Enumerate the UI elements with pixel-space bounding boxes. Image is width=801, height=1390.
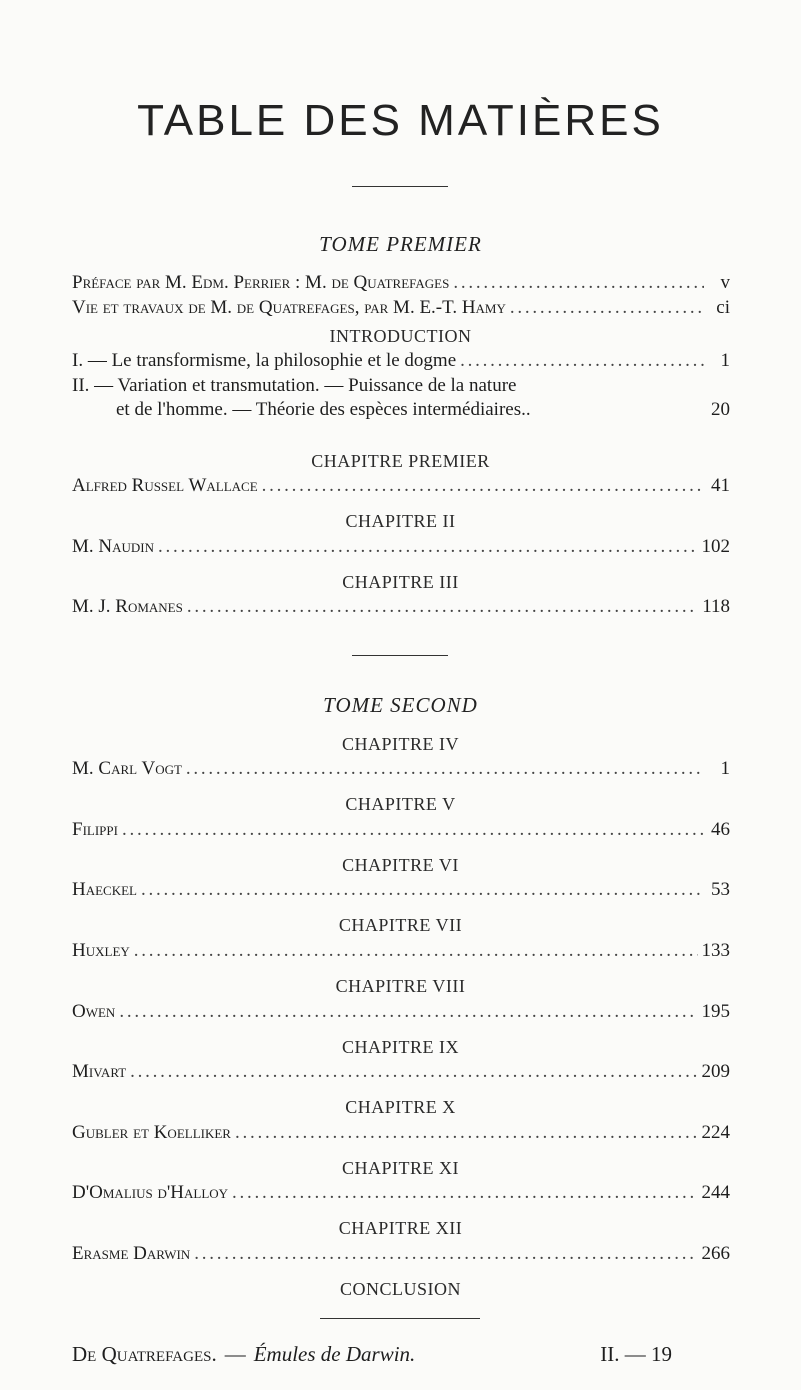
toc-entry-chapter-11[interactable] <box>72 1182 730 1206</box>
footer-dash: — <box>224 1342 246 1366</box>
toc-entry-label: M. J. Romanes <box>72 596 183 617</box>
toc-entry-page: 41 <box>711 475 730 496</box>
leader-dots <box>262 475 704 497</box>
leader-dots <box>194 1243 697 1265</box>
leader-dots <box>130 1061 697 1083</box>
chapter-heading: CHAPITRE V <box>345 794 456 814</box>
chapter-heading: CHAPITRE XII <box>338 1218 463 1238</box>
toc-entry-chapter-5[interactable] <box>72 819 730 843</box>
toc-entry-label: Alfred Russel Wallace <box>72 475 258 496</box>
leader-dots <box>141 879 704 901</box>
toc-entry-page: 53 <box>711 879 730 900</box>
toc-entry-label: Haeckel <box>72 879 137 900</box>
toc-entry-chapter-2[interactable] <box>72 536 730 560</box>
title-rule <box>352 186 448 187</box>
toc-entry-page: 195 <box>701 1001 730 1022</box>
toc-entry-label: Vie et travaux de M. de Quatrefages, par M. E.-T. Hamy <box>72 297 506 318</box>
toc-entry-page: 266 <box>701 1243 730 1264</box>
toc-entry-page: 1 <box>720 350 730 371</box>
toc-entry-page: v <box>720 272 730 293</box>
introduction-heading: INTRODUCTION <box>329 326 472 346</box>
tome-1-heading: TOME PREMIER <box>319 232 482 256</box>
leader-dots <box>460 350 704 372</box>
chapter-heading: CHAPITRE III <box>342 572 459 592</box>
section-rule <box>352 655 448 656</box>
toc-entry-label: M. Naudin <box>72 536 154 557</box>
toc-entry-page: 1 <box>720 758 730 779</box>
toc-entry-page: 224 <box>701 1122 730 1143</box>
toc-entry-page: 209 <box>701 1061 730 1082</box>
footer-author: De Quatrefages. <box>72 1342 217 1366</box>
toc-entry-page: ci <box>716 297 730 318</box>
toc-entry-vie[interactable] <box>72 297 730 321</box>
conclusion-heading[interactable]: CONCLUSION <box>339 1279 461 1299</box>
toc-entry-label: Owen <box>72 1001 116 1022</box>
toc-entry-label: I. — Le transformisme, la philosophie et le dogme <box>72 350 457 371</box>
chapter-heading: CHAPITRE VIII <box>335 976 466 996</box>
chapter-heading: CHAPITRE VII <box>338 915 463 935</box>
toc-entry-chapter-12[interactable] <box>72 1243 730 1267</box>
toc-entry-chapter-4[interactable] <box>72 758 730 782</box>
toc-entry-label: Filippi <box>72 819 118 840</box>
footer-signature: II. — 19 <box>600 1342 672 1366</box>
toc-entry-chapter-9[interactable] <box>72 1061 730 1085</box>
chapter-heading: CHAPITRE IV <box>342 734 459 754</box>
page-footer <box>72 1342 732 1367</box>
toc-entry-label: Huxley <box>72 940 130 961</box>
chapter-heading: CHAPITRE XI <box>342 1158 459 1178</box>
leader-dots <box>232 1182 697 1204</box>
toc-entry-label: M. Carl Vogt <box>72 758 182 779</box>
toc-entry-page: 244 <box>701 1182 730 1203</box>
toc-entry-chapter-8[interactable] <box>72 1001 730 1025</box>
toc-entry-chapter-10[interactable] <box>72 1122 730 1146</box>
footer-work-title: Émules de Darwin. <box>253 1342 416 1366</box>
chapter-heading: CHAPITRE II <box>345 511 456 531</box>
page-title: TABLE DES MATIÈRES <box>137 96 664 145</box>
leader-dots <box>453 272 704 294</box>
toc-entry-chapter-6[interactable] <box>72 879 730 903</box>
toc-entry-preface[interactable] <box>72 272 730 296</box>
leader-dots <box>134 940 698 962</box>
toc-entry-page: 46 <box>711 819 730 840</box>
toc-entry-chapter-7[interactable] <box>72 940 730 964</box>
leader-dots <box>187 596 698 618</box>
chapter-heading: CHAPITRE IX <box>342 1037 459 1057</box>
leader-dots <box>186 758 704 780</box>
chapter-heading: CHAPITRE PREMIER <box>311 451 490 471</box>
toc-entry-chapter-3[interactable] <box>72 596 730 620</box>
toc-entry-label: Mivart <box>72 1061 127 1082</box>
leader-dots <box>119 1001 697 1023</box>
footer-rule <box>320 1318 480 1319</box>
toc-entry-page: 20 <box>711 399 730 420</box>
toc-entry-chapter-1[interactable] <box>72 475 730 499</box>
toc-entry-page: 133 <box>701 940 730 961</box>
leader-dots <box>510 297 704 319</box>
toc-entry-label-line1: II. — Variation et transmutation. — Puissance de la nature <box>72 375 517 396</box>
toc-entry-intro-1[interactable] <box>72 350 730 374</box>
toc-entry-page: 102 <box>701 536 730 557</box>
toc-entry-intro-2[interactable] <box>72 375 730 423</box>
tome-2-heading: TOME SECOND <box>323 693 478 717</box>
toc-entry-label: Préface par M. Edm. Perrier : M. de Quatrefages <box>72 272 450 293</box>
chapter-heading: CHAPITRE VI <box>342 855 459 875</box>
leader-dots <box>235 1122 698 1144</box>
toc-entry-label-line2: et de l'homme. — Théorie des espèces intermédiaires.. <box>116 399 531 420</box>
leader-dots <box>158 536 698 558</box>
toc-entry-label: D'Omalius d'Halloy <box>72 1182 229 1203</box>
toc-entry-page: 118 <box>702 596 730 617</box>
leader-dots <box>122 819 704 841</box>
toc-entry-label: Gubler et Koelliker <box>72 1122 231 1143</box>
chapter-heading: CHAPITRE X <box>345 1097 456 1117</box>
toc-entry-label: Erasme Darwin <box>72 1243 191 1264</box>
